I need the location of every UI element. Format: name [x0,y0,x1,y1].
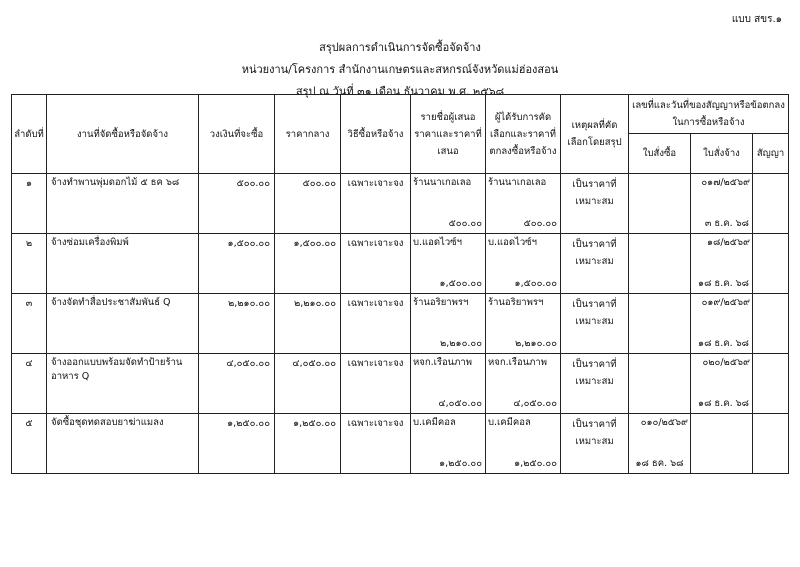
header-reason: เหตุผลที่คัดเลือกโดยสรุป [561,95,629,174]
form-code: แบบ สขร.๑ [731,14,782,25]
median-price: ๑,๕๐๐.๐๐ [275,234,341,294]
purchase-order-cell [629,174,691,234]
row-number: ๒ [12,234,47,294]
work-order-number: ๑๘/๒๕๖๙ [706,237,750,248]
purchase-order-number: ๐๑๐/๒๕๖๙ [640,417,688,428]
agreement-cell [753,354,789,414]
header-bidders: รายชื่อผู้เสนอราคาและราคาที่เสนอ [411,95,486,174]
budget-amount: ๑,๕๐๐.๐๐ [199,234,275,294]
header-method: วิธีซื้อหรือจ้าง [341,95,411,174]
selection-reason: เป็นราคาที่เหมาะสม [561,354,629,414]
procurement-table [11,94,789,474]
table-row [12,414,789,474]
median-price: ๑,๒๕๐.๐๐ [275,414,341,474]
header-no: ลำดับที่ [12,95,47,174]
work-order-date: ๑๘ ธ.ค. ๖๘ [698,278,749,289]
agency-line: หน่วยงาน/โครงการ สำนักงานเกษตรและสหกรณ์จังหวัดแม่ฮ่องสอน [241,63,559,76]
agreement-cell [753,414,789,474]
work-description: จ้างจัดทำสื่อประชาสัมพันธ์ Q [47,294,199,354]
budget-amount: ๑,๒๕๐.๐๐ [199,414,275,474]
work-order-cell [691,354,753,414]
work-order-date: ๓ ธ.ค. ๖๘ [704,218,749,229]
work-order-cell [691,174,753,234]
work-order-number: ๐๒๐/๒๕๖๙ [702,357,750,368]
winner-name: ร้านนาเกอเลอ [488,177,547,188]
winner-cell [486,414,561,474]
header-winner: ผู้ได้รับการคัดเลือกและราคาที่ตกลงซื้อหรือจ้าง [486,95,561,174]
winner-cell [486,234,561,294]
table-row [12,234,789,294]
agreement-cell [753,174,789,234]
winner-cell [486,354,561,414]
work-description: จัดซื้อชุดทดสอบยาฆ่าแมลง [47,414,199,474]
bidder-name: บ.แอดไวซ์ฯ [413,237,462,248]
work-order-date: ๑๘ ธ.ค. ๖๘ [698,338,749,349]
as-of-date-line: สรุป ณ วันที่ ๓๑ เดือน ธันวาคม พ.ศ. ๒๕๖๘ [295,85,505,98]
winner-cell [486,294,561,354]
bidder-price: ๕๐๐.๐๐ [448,218,482,229]
bidder-cell [411,234,486,294]
row-number: ๔ [12,354,47,414]
winner-price: ๕๐๐.๐๐ [523,218,557,229]
winner-price: ๑,๒๕๐.๐๐ [514,458,557,469]
winner-name: หจก.เรือนภาพ [488,357,548,368]
procurement-method: เฉพาะเจาะจง [341,294,411,354]
bidder-name: ร้านนาเกอเลอ [413,177,472,188]
bidder-cell [411,294,486,354]
budget-amount: ๕๐๐.๐๐ [199,174,275,234]
bidder-name: หจก.เรือนภาพ [413,357,473,368]
winner-cell [486,174,561,234]
bidder-price: ๑,๒๕๐.๐๐ [439,458,482,469]
bidder-name: บ.เคมีคอล [413,417,456,428]
procurement-method: เฉพาะเจาะจง [341,414,411,474]
purchase-order-cell [629,414,691,474]
row-number: ๓ [12,294,47,354]
bidder-price: ๔,๐๕๐.๐๐ [438,398,482,409]
selection-reason: เป็นราคาที่เหมาะสม [561,414,629,474]
header-budget: วงเงินที่จะซื้อ [199,95,275,174]
table-row [12,354,789,414]
selection-reason: เป็นราคาที่เหมาะสม [561,294,629,354]
bidder-cell [411,354,486,414]
work-description: จ้างออกแบบพร้อมจัดทำป้ายร้านอาหาร Q [47,354,199,414]
header-agreement: สัญญา [753,134,789,174]
work-order-number: ๐๑๗/๒๕๖๙ [701,177,750,188]
winner-name: บ.แอดไวซ์ฯ [488,237,537,248]
work-description: จ้างทำพานพุ่มดอกไม้ ๕ ธค ๖๘ [47,174,199,234]
work-description: จ้างซ่อมเครื่องพิมพ์ [47,234,199,294]
procurement-method: เฉพาะเจาะจง [341,354,411,414]
purchase-order-cell [629,294,691,354]
work-order-date: ๑๘ ธ.ค. ๖๘ [698,398,749,409]
winner-name: บ.เคมีคอล [488,417,531,428]
bidder-name: ร้านอริยาพรฯ [413,297,469,308]
bidder-cell [411,414,486,474]
row-number: ๕ [12,414,47,474]
header-median-price: ราคากลาง [275,95,341,174]
header-purchase-order: ใบสั่งซื้อ [629,134,691,174]
procurement-method: เฉพาะเจาะจง [341,174,411,234]
row-number: ๑ [12,174,47,234]
median-price: ๕๐๐.๐๐ [275,174,341,234]
bidder-price: ๒,๒๑๐.๐๐ [440,338,482,349]
selection-reason: เป็นราคาที่เหมาะสม [561,234,629,294]
purchase-order-cell [629,234,691,294]
bidder-cell [411,174,486,234]
selection-reason: เป็นราคาที่เหมาะสม [561,174,629,234]
winner-price: ๒,๒๑๐.๐๐ [515,338,557,349]
purchase-order-cell [629,354,691,414]
agreement-cell [753,294,789,354]
report-title: สรุปผลการดำเนินการจัดซื้อจัดจ้าง [319,41,481,54]
purchase-order-date: ๑๘ ธค. ๖๘ [635,458,684,469]
table-row [12,174,789,234]
header-work-order: ใบสั่งจ้าง [691,134,753,174]
work-order-number: ๐๑๙/๒๕๖๙ [701,297,750,308]
winner-name: ร้านอริยาพรฯ [488,297,544,308]
bidder-price: ๑,๕๐๐.๐๐ [439,278,482,289]
procurement-method: เฉพาะเจาะจง [341,234,411,294]
budget-amount: ๒,๒๑๐.๐๐ [199,294,275,354]
header-work: งานที่จัดซื้อหรือจัดจ้าง [47,95,199,174]
table-row [12,294,789,354]
winner-price: ๑,๕๐๐.๐๐ [514,278,557,289]
work-order-cell [691,294,753,354]
median-price: ๔,๐๕๐.๐๐ [275,354,341,414]
header-contract: เลขที่และวันที่ของสัญญาหรือข้อตกลงในการซื้อหรือจ้าง [629,95,789,134]
median-price: ๒,๒๑๐.๐๐ [275,294,341,354]
work-order-cell [691,234,753,294]
winner-price: ๔,๐๕๐.๐๐ [513,398,557,409]
budget-amount: ๔,๐๕๐.๐๐ [199,354,275,414]
agreement-cell [753,234,789,294]
work-order-cell [691,414,753,474]
